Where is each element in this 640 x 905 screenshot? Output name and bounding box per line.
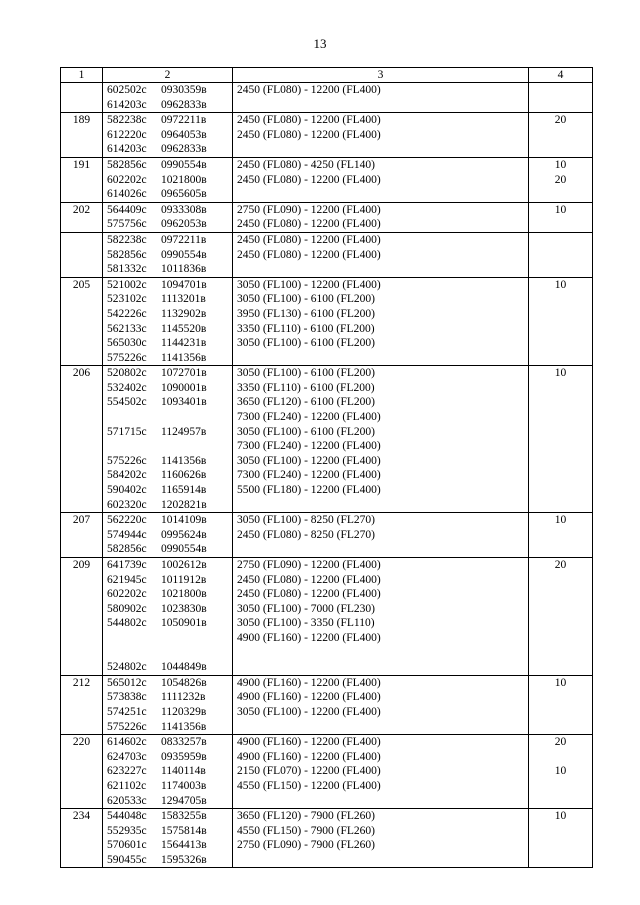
latitude: 544048c — [107, 810, 147, 823]
latitude: 542226c — [107, 307, 147, 320]
value-cell — [529, 113, 593, 158]
latitude: 554502c — [107, 396, 147, 409]
longitude: 1583255в — [161, 810, 207, 823]
latitude: 582856c — [107, 543, 147, 556]
coordinate-pair — [103, 278, 232, 293]
latitude: 590402c — [107, 484, 147, 497]
latitude: 532402c — [107, 381, 147, 394]
altitude-range-cell — [233, 513, 529, 558]
row-id-cell — [61, 675, 103, 734]
row-id — [61, 83, 102, 98]
longitude: 0930359в — [161, 84, 207, 96]
altitude-range-cell — [233, 558, 529, 676]
row-id — [61, 233, 102, 248]
latitude: 602202c — [107, 173, 147, 186]
row-id: 189 — [72, 114, 91, 127]
coordinate-pair — [103, 513, 232, 528]
latitude: 584202c — [107, 469, 147, 482]
latitude: 582238c — [107, 114, 147, 127]
altitude-range: 2750 (FL090) - 7900 (FL260) — [237, 839, 375, 852]
row-id: 207 — [72, 514, 91, 527]
value-cell — [529, 675, 593, 734]
altitude-range: 4900 (FL160) - 12200 (FL400) — [237, 750, 381, 763]
latitude: 614602c — [107, 736, 147, 749]
altitude-range-cell — [233, 83, 529, 113]
coordinate-pair — [103, 83, 232, 98]
longitude: 1011836в — [161, 263, 207, 276]
longitude: 1011912в — [161, 573, 207, 586]
coordinate-pair — [103, 720, 232, 735]
altitude-range: 7300 (FL240) - 12200 (FL400) — [237, 411, 381, 424]
coordinate-pair — [103, 366, 232, 381]
longitude: 0833257в — [161, 736, 207, 749]
longitude: 1144231в — [161, 337, 207, 350]
latitude: 562133c — [107, 322, 147, 335]
coordinates-cell — [103, 675, 233, 734]
table-row — [61, 202, 593, 232]
longitude: 0972211в — [161, 114, 207, 127]
altitude-range: 3050 (FL100) - 6100 (FL200) — [237, 425, 375, 438]
altitude-range: 4900 (FL160) - 12200 (FL400) — [237, 631, 381, 644]
longitude: 0990554в — [161, 248, 207, 261]
header-row — [61, 68, 593, 83]
row-id: 202 — [72, 203, 91, 216]
altitude-range: 3050 (FL100) - 12200 (FL400) — [237, 454, 381, 467]
coordinate-pair — [103, 750, 232, 765]
coordinate-pair — [103, 142, 232, 157]
longitude: 0972211в — [161, 233, 207, 246]
coordinate-pair — [103, 439, 232, 454]
coordinates-cell — [103, 735, 233, 809]
coordinates-cell — [103, 809, 233, 868]
altitude-range-cell — [233, 157, 529, 202]
coordinate-pair — [103, 646, 232, 661]
row-id-cell — [61, 809, 103, 868]
latitude: 574944c — [107, 528, 147, 541]
altitude-range: 2450 (FL080) - 12200 (FL400) — [237, 588, 381, 601]
latitude: 552935c — [107, 824, 147, 837]
coordinate-pair — [103, 602, 232, 617]
table-row — [61, 513, 593, 558]
value-cell — [529, 735, 593, 809]
longitude: 1160626в — [161, 469, 207, 482]
data-table — [60, 67, 593, 868]
latitude: 575226c — [107, 454, 147, 467]
row-id-cell — [61, 277, 103, 366]
value-cell — [529, 366, 593, 513]
altitude-range: 2450 (FL080) - 12200 (FL400) — [237, 173, 381, 186]
value-cell — [529, 277, 593, 366]
coordinate-pair — [103, 98, 232, 113]
longitude: 0964053в — [161, 128, 207, 141]
coordinate-pair — [103, 233, 232, 248]
longitude: 1093401в — [161, 396, 207, 409]
coordinates-cell — [103, 277, 233, 366]
value: 10 — [554, 514, 567, 527]
longitude: 0995624в — [161, 528, 207, 541]
altitude-range-cell — [233, 232, 529, 277]
latitude: 602320c — [107, 498, 147, 511]
coordinate-pair — [103, 483, 232, 498]
longitude: 1050901в — [161, 617, 207, 630]
latitude: 564409c — [107, 203, 147, 216]
altitude-range-cell — [233, 113, 529, 158]
longitude: 1021800в — [161, 173, 207, 186]
value: 20 — [554, 114, 567, 127]
coordinate-pair — [103, 764, 232, 779]
coordinate-pair — [103, 187, 232, 202]
latitude: 573838c — [107, 691, 147, 704]
value-cell — [529, 157, 593, 202]
coordinates-cell — [103, 113, 233, 158]
coordinate-pair — [103, 779, 232, 794]
latitude: 614203c — [107, 143, 147, 156]
latitude: 612220c — [107, 128, 147, 141]
altitude-range-cell — [233, 277, 529, 366]
longitude: 1021800в — [161, 588, 207, 601]
longitude: 1141356в — [161, 454, 207, 467]
coordinate-pair — [103, 307, 232, 322]
coordinate-pair — [103, 203, 232, 218]
table-row — [61, 113, 593, 158]
table-row — [61, 809, 593, 868]
latitude: 582856c — [107, 158, 147, 171]
latitude: 575756c — [107, 218, 147, 231]
header-col-4: 4 — [529, 68, 593, 83]
longitude: 1202821в — [161, 498, 207, 511]
altitude-range: 2750 (FL090) - 12200 (FL400) — [237, 203, 381, 216]
coordinate-pair — [103, 824, 232, 839]
coordinate-pair — [103, 113, 232, 128]
latitude: 523102c — [107, 293, 147, 306]
value — [529, 83, 592, 98]
latitude: 562220c — [107, 514, 147, 527]
latitude: 614203c — [107, 98, 147, 111]
coordinates-cell — [103, 202, 233, 232]
table-row — [61, 558, 593, 676]
table-row — [61, 83, 593, 113]
row-id-cell — [61, 232, 103, 277]
row-id-cell — [61, 735, 103, 809]
value — [529, 233, 592, 248]
value: 10 — [554, 158, 567, 171]
coordinate-pair — [103, 248, 232, 263]
latitude: 565012c — [107, 676, 147, 689]
value: 20 — [554, 736, 567, 749]
latitude: 521002c — [107, 278, 147, 291]
coordinate-pair — [103, 262, 232, 277]
altitude-range-cell — [233, 366, 529, 513]
altitude-range: 7300 (FL240) - 12200 (FL400) — [237, 440, 381, 453]
longitude: 1595326в — [161, 853, 207, 866]
altitude-range: 4550 (FL150) - 12200 (FL400) — [237, 779, 381, 792]
altitude-range-cell — [233, 675, 529, 734]
value-cell — [529, 558, 593, 676]
row-id: 234 — [72, 810, 91, 823]
latitude: 565030c — [107, 337, 147, 350]
value: 10 — [554, 765, 567, 778]
row-id-cell — [61, 83, 103, 113]
altitude-range-cell — [233, 809, 529, 868]
altitude-range: 4900 (FL160) - 12200 (FL400) — [237, 691, 381, 704]
longitude: 1014109в — [161, 514, 207, 527]
longitude: 1141356в — [161, 720, 207, 733]
altitude-range: 2450 (FL080) - 12200 (FL400) — [237, 248, 381, 261]
longitude: 1294705в — [161, 794, 207, 807]
altitude-range: 3650 (FL120) - 7900 (FL260) — [237, 810, 375, 823]
altitude-range: 4550 (FL150) - 7900 (FL260) — [237, 824, 375, 837]
page-number: 13 — [313, 36, 327, 51]
row-id: 191 — [72, 158, 91, 171]
latitude: 575226c — [107, 351, 147, 364]
longitude: 1140114в — [161, 765, 206, 778]
table-row — [61, 277, 593, 366]
altitude-range: 2450 (FL080) - 12200 (FL400) — [237, 128, 381, 141]
coordinate-pair — [103, 853, 232, 868]
value-cell — [529, 83, 593, 113]
longitude: 0990554в — [161, 158, 207, 171]
value: 10 — [554, 676, 567, 689]
latitude: 590455c — [107, 853, 147, 866]
coordinate-pair — [103, 676, 232, 691]
altitude-range: 2450 (FL080) - 8250 (FL270) — [237, 528, 375, 541]
row-id: 206 — [72, 367, 91, 380]
altitude-range: 3050 (FL100) - 12200 (FL400) — [237, 278, 381, 291]
coordinate-pair — [103, 838, 232, 853]
coordinates-cell — [103, 157, 233, 202]
longitude: 1111232в — [161, 691, 206, 704]
longitude: 1002612в — [161, 559, 207, 571]
coordinate-pair — [103, 794, 232, 809]
value: 20 — [554, 559, 567, 571]
table-row — [61, 675, 593, 734]
latitude: 623227c — [107, 765, 147, 778]
coordinate-pair — [103, 528, 232, 543]
value — [529, 750, 592, 765]
longitude: 1141356в — [161, 351, 207, 364]
row-id-cell — [61, 113, 103, 158]
coordinate-pair — [103, 395, 232, 410]
table-row — [61, 366, 593, 513]
altitude-range: 3050 (FL100) - 7000 (FL230) — [237, 602, 375, 615]
altitude-range: 2150 (FL070) - 12200 (FL400) — [237, 765, 381, 778]
coordinate-pair — [103, 735, 232, 750]
row-id: 205 — [72, 278, 91, 291]
latitude: 614026c — [107, 188, 147, 201]
altitude-range: 2450 (FL080) - 12200 (FL400) — [237, 84, 381, 96]
table-row — [61, 157, 593, 202]
value-cell — [529, 232, 593, 277]
coordinate-pair — [103, 158, 232, 173]
longitude: 1120329в — [161, 705, 207, 718]
coordinate-pair — [103, 616, 232, 631]
header-col-2: 2 — [103, 68, 233, 83]
latitude: 602202c — [107, 588, 147, 601]
altitude-range: 3050 (FL100) - 6100 (FL200) — [237, 293, 375, 306]
coordinate-pair — [103, 631, 232, 646]
value-cell — [529, 809, 593, 868]
coordinate-pair — [103, 322, 232, 337]
coordinate-pair — [103, 690, 232, 705]
row-id: 220 — [72, 736, 91, 749]
coordinate-pair — [103, 425, 232, 440]
longitude: 1145520в — [161, 322, 207, 335]
coordinate-pair — [103, 454, 232, 469]
coordinate-pair — [103, 217, 232, 232]
altitude-range: 2450 (FL080) - 12200 (FL400) — [237, 233, 381, 246]
coordinate-pair — [103, 381, 232, 396]
longitude: 1044849в — [161, 661, 207, 674]
coordinate-pair — [103, 660, 232, 675]
altitude-range: 3350 (FL110) - 6100 (FL200) — [237, 322, 375, 335]
longitude: 1575814в — [161, 824, 207, 837]
row-id-cell — [61, 513, 103, 558]
altitude-range: 3050 (FL100) - 3350 (FL110) — [237, 617, 375, 630]
latitude: 580902c — [107, 602, 147, 615]
altitude-range: 7300 (FL240) - 12200 (FL400) — [237, 469, 381, 482]
latitude: 624703c — [107, 750, 147, 763]
coordinate-pair — [103, 351, 232, 366]
latitude: 524802c — [107, 661, 147, 674]
altitude-range: 3050 (FL100) - 8250 (FL270) — [237, 514, 375, 527]
value: 10 — [554, 810, 567, 823]
header-col-1: 1 — [61, 68, 103, 83]
latitude: 621102c — [107, 779, 147, 792]
coordinates-cell — [103, 558, 233, 676]
latitude: 520802c — [107, 367, 147, 380]
coordinate-pair — [103, 809, 232, 824]
latitude: 582856c — [107, 248, 147, 261]
altitude-range-cell — [233, 202, 529, 232]
coordinate-pair — [103, 587, 232, 602]
altitude-range: 2450 (FL080) - 4250 (FL140) — [237, 158, 375, 171]
value: 20 — [554, 173, 567, 186]
coordinate-pair — [103, 542, 232, 557]
coordinate-pair — [103, 173, 232, 188]
altitude-range: 3950 (FL130) - 6100 (FL200) — [237, 307, 375, 320]
header-col-3: 3 — [233, 68, 529, 83]
longitude: 0965605в — [161, 188, 207, 201]
value: 10 — [554, 367, 567, 380]
latitude: 574251c — [107, 705, 147, 718]
coordinates-cell — [103, 83, 233, 113]
longitude: 1132902в — [161, 307, 207, 320]
row-id: 209 — [72, 559, 91, 571]
latitude: 570601c — [107, 839, 147, 852]
altitude-range: 5500 (FL180) - 12200 (FL400) — [237, 484, 381, 497]
longitude: 1165914в — [161, 484, 207, 497]
longitude: 1174003в — [161, 779, 207, 792]
longitude: 0990554в — [161, 543, 207, 556]
longitude: 1564413в — [161, 839, 207, 852]
latitude: 621945c — [107, 573, 147, 586]
coordinate-pair — [103, 573, 232, 588]
altitude-range: 3050 (FL100) - 6100 (FL200) — [237, 367, 375, 380]
coordinates-cell — [103, 232, 233, 277]
longitude: 1094701в — [161, 278, 207, 291]
value: 10 — [554, 278, 567, 291]
longitude: 0962833в — [161, 98, 207, 111]
value-cell — [529, 513, 593, 558]
value-cell — [529, 202, 593, 232]
table-row — [61, 735, 593, 809]
longitude: 0933308в — [161, 203, 207, 216]
latitude: 571715c — [107, 425, 147, 438]
coordinates-cell — [103, 366, 233, 513]
row-id-cell — [61, 202, 103, 232]
coordinate-pair — [103, 705, 232, 720]
coordinates-cell — [103, 513, 233, 558]
table-row — [61, 232, 593, 277]
altitude-range: 2450 (FL080) - 12200 (FL400) — [237, 114, 381, 127]
altitude-range-cell — [233, 735, 529, 809]
coordinate-pair — [103, 336, 232, 351]
altitude-range: 2450 (FL080) - 12200 (FL400) — [237, 218, 381, 231]
coordinate-pair — [103, 128, 232, 143]
latitude: 641739c — [107, 559, 147, 571]
longitude: 0962053в — [161, 218, 207, 231]
table-body — [61, 83, 593, 868]
altitude-range: 3050 (FL100) - 6100 (FL200) — [237, 337, 375, 350]
altitude-range: 3350 (FL110) - 6100 (FL200) — [237, 381, 375, 394]
longitude: 1054826в — [161, 676, 207, 689]
altitude-range: 2750 (FL090) - 12200 (FL400) — [237, 559, 381, 571]
row-id-cell — [61, 157, 103, 202]
value: 10 — [554, 203, 567, 216]
longitude: 1072701в — [161, 367, 207, 380]
coordinate-pair — [103, 410, 232, 425]
longitude: 0935959в — [161, 750, 207, 763]
latitude: 602502c — [107, 84, 147, 96]
longitude: 1023830в — [161, 602, 207, 615]
altitude-range: 4900 (FL160) - 12200 (FL400) — [237, 676, 381, 689]
longitude: 0962833в — [161, 143, 207, 156]
latitude: 581332c — [107, 263, 147, 276]
longitude: 1124957в — [161, 425, 207, 438]
coordinate-pair — [103, 498, 232, 513]
longitude: 1113201в — [161, 293, 206, 306]
altitude-range: 4900 (FL160) - 12200 (FL400) — [237, 736, 381, 749]
row-id-cell — [61, 366, 103, 513]
coordinate-pair — [103, 558, 232, 573]
row-id: 212 — [72, 676, 91, 689]
latitude: 544802c — [107, 617, 147, 630]
latitude: 575226c — [107, 720, 147, 733]
altitude-range: 2450 (FL080) - 12200 (FL400) — [237, 573, 381, 586]
longitude: 1090001в — [161, 381, 207, 394]
coordinate-pair — [103, 292, 232, 307]
altitude-range: 3050 (FL100) - 12200 (FL400) — [237, 705, 381, 718]
coordinate-pair — [103, 468, 232, 483]
altitude-range: 3650 (FL120) - 6100 (FL200) — [237, 396, 375, 409]
row-id-cell — [61, 558, 103, 676]
latitude: 620533c — [107, 794, 147, 807]
latitude: 582238c — [107, 233, 147, 246]
